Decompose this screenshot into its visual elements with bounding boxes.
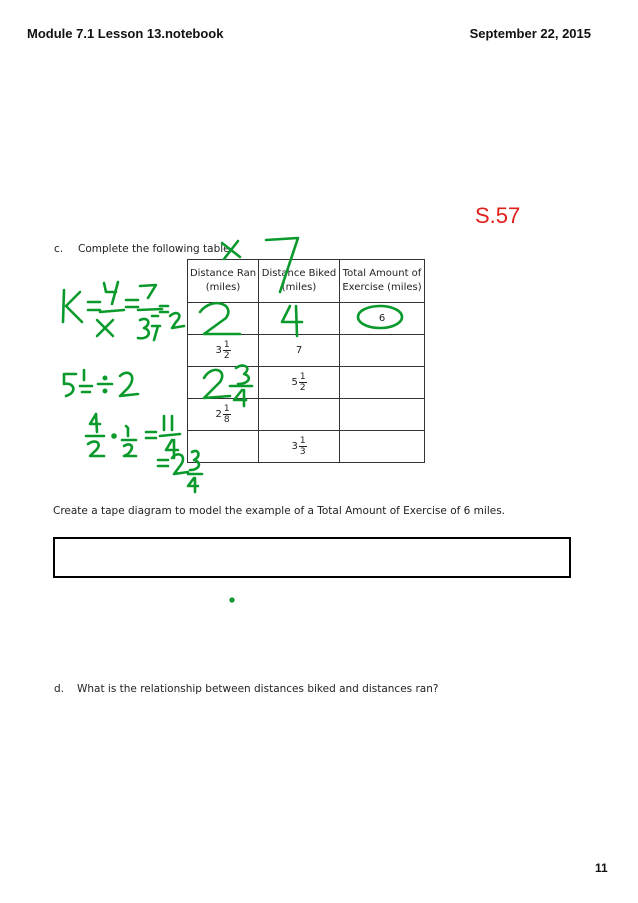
numerator: 1 [223, 340, 230, 350]
denominator: 2 [299, 383, 306, 393]
denominator: 3 [299, 447, 306, 457]
cell-total-value: 6 [378, 313, 386, 324]
ink-stray-dot [231, 599, 234, 602]
ink-k-equation [63, 282, 184, 340]
question-c-prompt: Complete the following table [78, 243, 230, 255]
denominator: 8 [223, 415, 230, 425]
document-title: Module 7.1 Lesson 13.notebook [27, 26, 224, 41]
slide-code: S.57 [475, 203, 521, 228]
question-d-prompt: What is the relationship between distances biked and distances ran? [77, 683, 439, 695]
ink-row3-answer [204, 366, 252, 406]
ink-row1-answers [200, 303, 402, 336]
whole-part: 2 [215, 409, 222, 420]
whole-part: 3 [291, 441, 298, 452]
header-total-exercise: Total Amount of Exercise (miles) [340, 260, 425, 303]
whole-part: 3 [215, 345, 222, 356]
numerator: 1 [223, 404, 230, 414]
numerator: 1 [299, 372, 306, 382]
numerator: 1 [299, 436, 306, 446]
cell-biked-value: 7 [295, 345, 303, 356]
tape-diagram-prompt: Create a tape diagram to model the example of a Total Amount of Exercise of 6 miles. [53, 505, 506, 517]
header-distance-ran: Distance Ran (miles) [188, 260, 259, 303]
denominator: 2 [223, 351, 230, 361]
header-distance-biked: Distance Biked (miles) [259, 260, 340, 303]
question-c-letter: c. [54, 243, 64, 255]
ink-x-label [222, 241, 240, 259]
ink-division [64, 370, 138, 396]
document-date: September 22, 2015 [469, 26, 591, 41]
question-d-letter: d. [54, 683, 65, 695]
ink-7-label [266, 238, 298, 292]
ink-multiplication [86, 414, 202, 492]
whole-part: 5 [291, 377, 298, 388]
page-number: 11 [595, 861, 608, 875]
